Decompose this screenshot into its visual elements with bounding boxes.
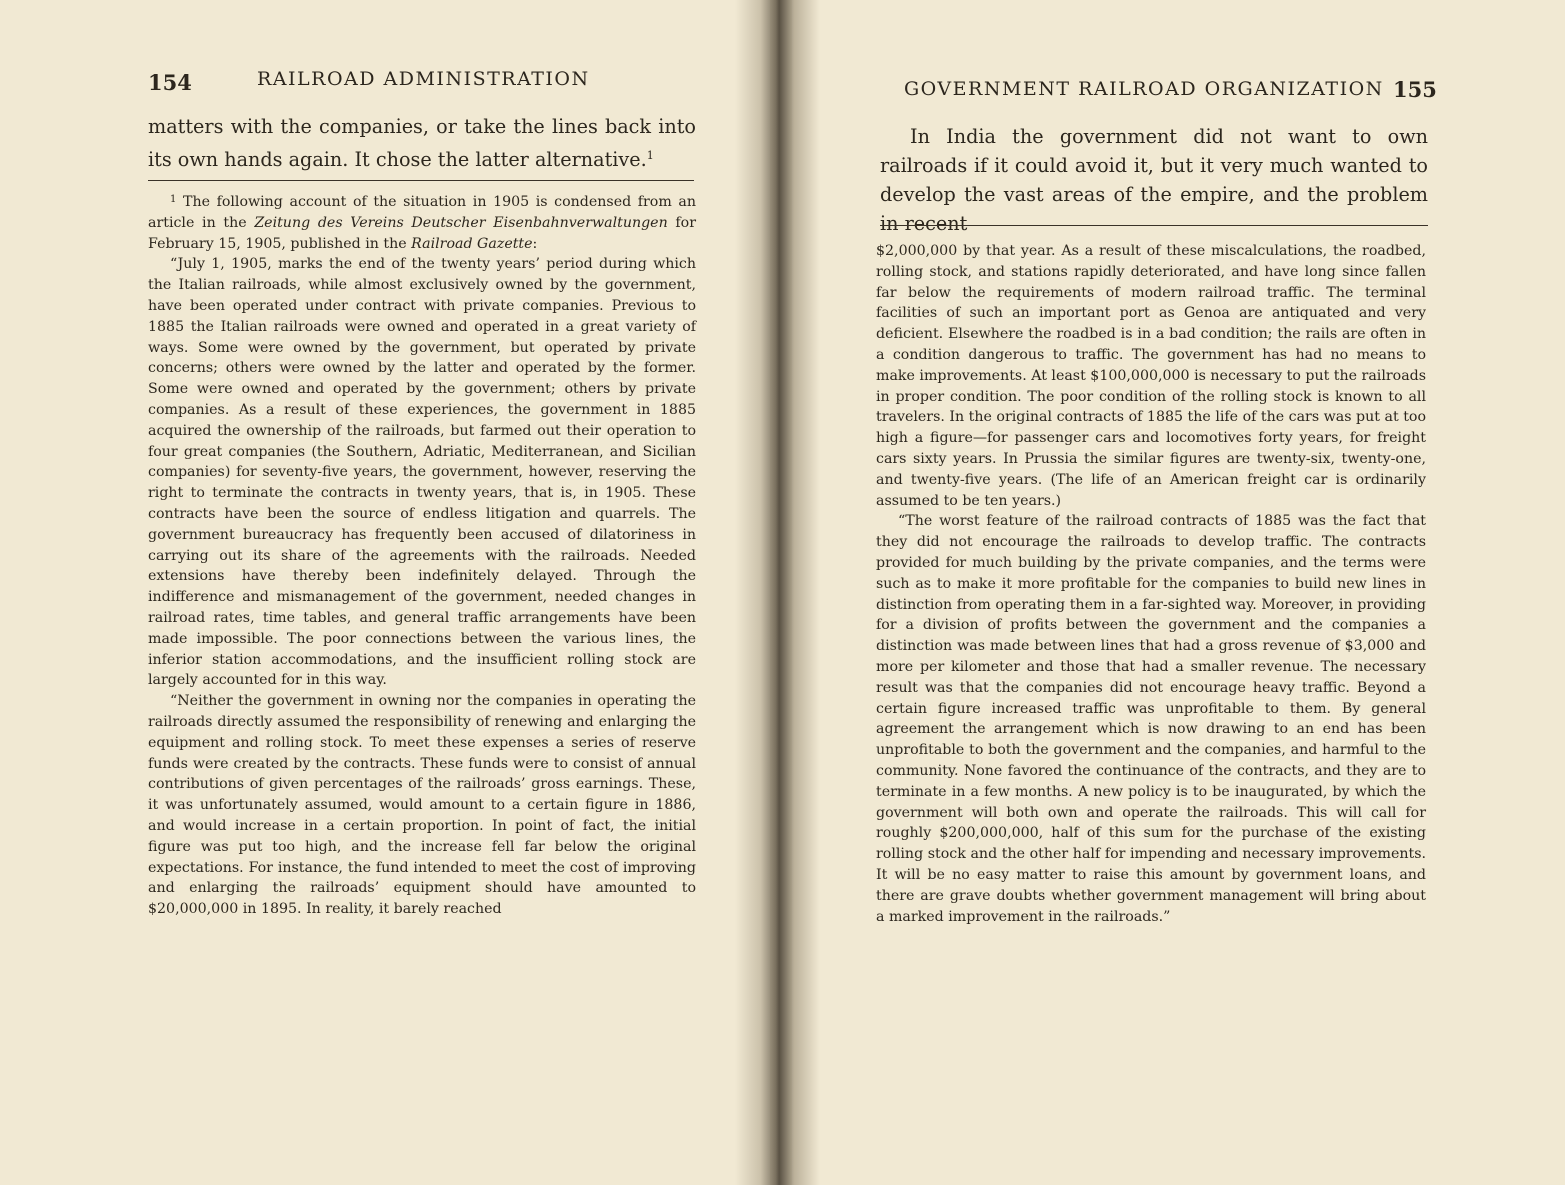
footnote [148, 190, 696, 920]
footnote-intro-text: : [532, 235, 538, 252]
body-paragraph: In India the government did not want to own railroads if it could avoid it, but it very much wanted to develop the vast areas of the empire, and the problem in recent [880, 125, 1428, 235]
source-gazette: Railroad Gazette [411, 235, 533, 252]
right-page [792, 0, 1565, 1185]
footnote-paragraph: “July 1, 1905, marks the end of the twenty years’ period during which the Italian railroads, while almost exclusively owned by the government, have been operated under contract with private companies. Previous to 1885 the Italian railroads were owned and operated in a great variety of ways. Some were owned by the government, but operated by private concerns; others were owned by the latter and operated by the former. Some were owned and operated by the government; others by private companies. As a result of these experiences, the government in 1885 acquired the ownership of the railroads, but farmed out their operation to four great companies (the Southern, Adriatic, Mediterranean, and Sicilian companies) for seventy-five years, the government, however, reserving the right to terminate the contracts in twenty years, that is, in 1905. These contracts have been the source of endless litigation and quarrels. The government bureaucracy has frequently been accused of dilatoriness in carrying out its share of the agreements with the railroads. Needed extensions have thereby been indefinitely delayed. Through the indifference and mismanagement of the government, needed changes in railroad rates, time tables, and general traffic arrangements have been made impossible. The poor connections between the various lines, the inferior station accommodations, and the insufficient rolling stock are largely accounted for in this way. [148, 256, 696, 689]
body-paragraph: matters with the companies, or take the lines back into its own hands again. It chose the latter alternative. [148, 115, 696, 171]
left-page [0, 0, 770, 1185]
footnote-paragraph: “The worst feature of the railroad contracts of 1885 was the fact that they did not encourage the railroads to develop traffic. The contracts provided for much building by the private companies, and the terms were such as to make it more profitable for the companies to build new lines in distinction from operating them in a far-sighted way. Moreover, in providing for a division of profits between the government and the companies a distinction was made between lines that had a gross revenue of $3,000 and more per kilometer and those that had a smaller revenue. The necessary result was that the companies did not encourage heavy traffic. Beyond a certain figure increased traffic was unprofitable to them. By general agreement the arrangement which is now drawing to an end has been unprofitable to both the government and the companies, and harmful to the community. None favored the continuance of the contracts, and they are to terminate in a few months. A new policy is to be inaugurated, by which the government will both own and operate the railroads. This will call for roughly $200,000,000, half of this sum for the purchase of the existing rolling stock and the other half for impending and necessary improvements. It will be no easy matter to raise this amount by government loans, and there are grave doubts whether government management will bring about a marked improvement in the railroads.” [876, 513, 1426, 925]
page-number: 154 [148, 70, 192, 95]
footnote [876, 241, 1426, 927]
source-journal: Zeitung des Vereins Deutscher Eisenbahnverwaltungen [254, 214, 668, 231]
footnote-intro [148, 190, 696, 254]
footnote-divider [880, 225, 1428, 226]
body-text [148, 112, 696, 174]
footnote-intro-text: for February 15, 1905, published in the [148, 214, 696, 252]
footnote-paragraph: “Neither the government in owning nor the companies in operating the railroads directly assumed the responsibility of renewing and enlarging the equipment and rolling stock. To meet these expenses a series of reserve funds were created by the contracts. These funds were to consist of annual contributions of given percentages of the railroads’ gross earnings. These, it was unfortunately assumed, would amount to a certain figure in 1886, and would increase in a certain proportion. In point of fact, the initial figure was put too high, and the increase fell far below the original expectations. For instance, the fund intended to meet the cost of improving and enlarging the railroads’ equipment should have amounted to $20,000,000 in 1895. In reality, it barely reached [148, 693, 696, 918]
footnote-reference: 1 [646, 149, 654, 162]
footnote-intro-text: The following account of the situation in 1905 is condensed from an article in the [148, 194, 696, 231]
book-gutter [735, 0, 820, 1185]
running-head: GOVERNMENT RAILROAD ORGANIZATION [904, 78, 1384, 100]
running-head: RAILROAD ADMINISTRATION [257, 68, 590, 90]
page-number: 155 [1393, 77, 1437, 102]
footnote-marker: 1 [170, 194, 177, 205]
footnote-paragraph: $2,000,000 by that year. As a result of these miscalculations, the roadbed, rolling stock, and stations rapidly deteriorated, and have long since fallen far below the requirements of modern railroad traffic. The terminal facilities of such an important port as Genoa are antiquated and very deficient. Elsewhere the roadbed is in a bad condition; the rails are often in a condition dangerous to traffic. The government has had no means to make improvements. At least $100,000,000 is necessary to put the railroads in proper condition. The poor condition of the rolling stock is known to all travelers. In the original contracts of 1885 the life of the cars was put at too high a figure—for passenger cars and locomotives forty years, for freight cars sixty years. In Prussia the similar figures are twenty-six, twenty-one, and twenty-five years. (The life of an American freight car is ordinarily assumed to be ten years.) [876, 243, 1427, 509]
footnote-divider [148, 180, 694, 181]
